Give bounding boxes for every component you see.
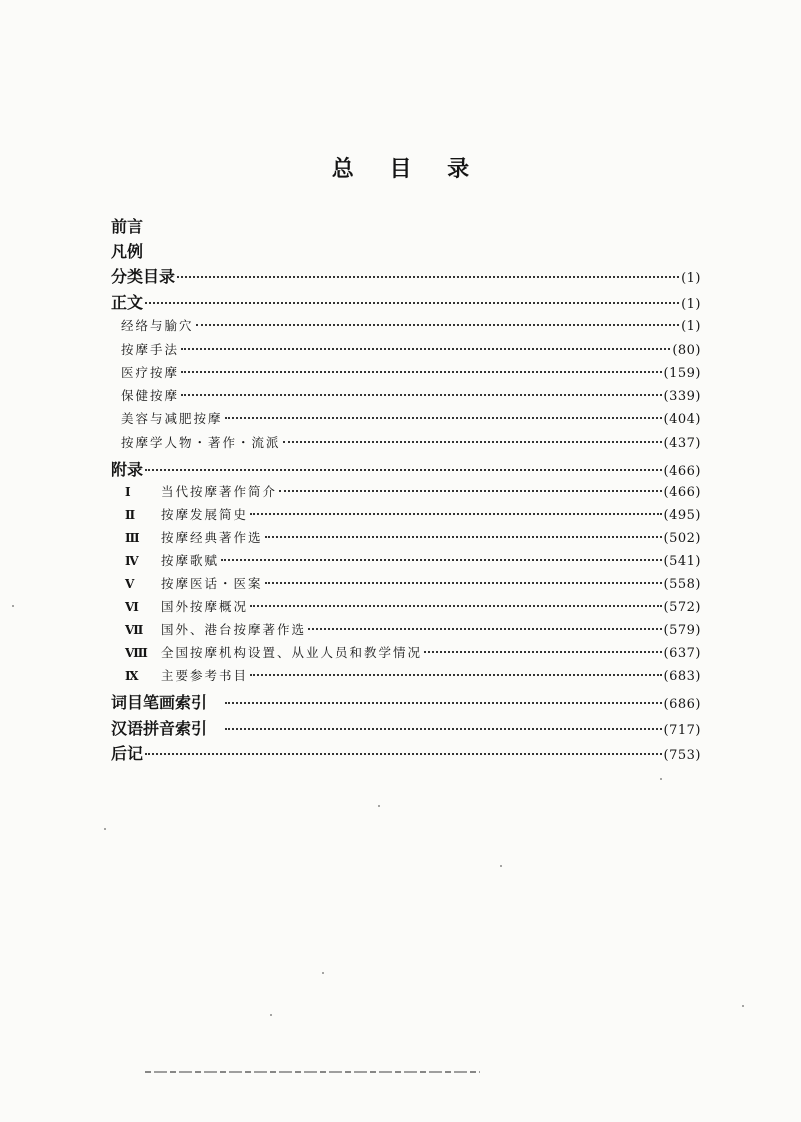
toc-entry-appendix-8[interactable] [125, 643, 701, 661]
toc-entry-label: 国外按摩概况 [161, 599, 249, 614]
dot-leader [225, 417, 662, 419]
toc-entry-label: 前言 [111, 217, 144, 236]
scan-artifact-line [145, 1071, 480, 1073]
dot-leader [424, 651, 662, 653]
toc-entry-page: (159) [663, 366, 701, 381]
roman-numeral: Ⅷ [125, 646, 148, 660]
toc-entry-afterword[interactable] [111, 741, 701, 764]
roman-numeral: Ⅵ [125, 600, 139, 614]
toc-entry-label: 附录 [111, 460, 144, 479]
scan-speck [270, 1014, 272, 1016]
toc-entry-label: 主要参考书目 [161, 668, 249, 683]
toc-entry-page: (683) [663, 669, 701, 684]
toc-entry-appendix-9[interactable] [125, 666, 701, 684]
toc-entry-techniques[interactable] [121, 340, 701, 358]
toc-entry-page: (466) [663, 485, 701, 500]
toc-entry-pinyin-index[interactable] [111, 716, 701, 739]
toc-entry-label: 按摩医话・医案 [161, 576, 263, 591]
toc-entry-page: (1) [681, 319, 701, 334]
toc-entry-appendix-3[interactable] [125, 528, 701, 546]
toc-entry-appendix-2[interactable] [125, 505, 701, 523]
toc-entry-page: (495) [663, 508, 701, 523]
toc-entry-label: 凡例 [111, 242, 144, 261]
title-char-3: 录 [447, 156, 470, 182]
scan-speck [322, 972, 324, 974]
toc-entry-page: (502) [663, 531, 701, 546]
toc-entry-health-massage[interactable] [121, 386, 701, 404]
dot-leader [181, 348, 670, 350]
toc-entry-page: (579) [663, 623, 701, 638]
toc-entry-classified-contents[interactable] [111, 264, 701, 287]
toc-entry-preface[interactable] [111, 214, 701, 237]
toc-entry-label: 按摩歌赋 [161, 553, 220, 568]
toc-entry-meridians[interactable] [121, 316, 701, 334]
toc-entry-appendix-4[interactable] [125, 551, 701, 569]
toc-entry-page: (686) [663, 697, 701, 712]
toc-entry-label: 经络与腧穴 [121, 318, 194, 333]
scan-speck [742, 1005, 744, 1007]
dot-leader [225, 728, 662, 730]
dot-leader [308, 628, 662, 630]
toc-entry-appendix-7[interactable] [125, 620, 701, 638]
dot-leader [145, 753, 662, 755]
dot-leader [196, 324, 680, 326]
toc-entry-label: 按摩发展简史 [161, 507, 249, 522]
toc-entry-page: (1) [681, 297, 701, 312]
dot-leader [265, 536, 662, 538]
toc-entry-label: 保健按摩 [121, 388, 180, 403]
title-char-2: 目 [389, 156, 412, 182]
toc-entry-main-text[interactable] [111, 290, 701, 313]
roman-numeral: Ⅸ [125, 669, 139, 683]
roman-numeral: Ⅳ [125, 554, 139, 568]
toc-entry-page: (339) [663, 389, 701, 404]
toc-entry-label: 词目笔画索引 [111, 693, 208, 712]
dot-leader [250, 674, 662, 676]
toc-entry-appendix-1[interactable] [125, 482, 701, 500]
toc-entry-page: (753) [663, 748, 701, 763]
scan-speck [378, 805, 380, 807]
toc-entry-label: 按摩手法 [121, 342, 180, 357]
toc-entry-stroke-index[interactable] [111, 690, 701, 713]
toc-entry-page: (558) [663, 577, 701, 592]
roman-numeral: Ⅲ [125, 531, 140, 545]
toc-entry-label: 全国按摩机构设置、从业人员和教学情况 [161, 645, 423, 660]
toc-entry-page: (572) [663, 600, 701, 615]
toc-entry-page: (437) [663, 436, 701, 451]
toc-entry-appendix-5[interactable] [125, 574, 701, 592]
toc-entry-page: (466) [663, 464, 701, 479]
toc-entry-label: 按摩经典著作选 [161, 530, 263, 545]
toc-entry-medical-massage[interactable] [121, 363, 701, 381]
scan-speck [660, 778, 662, 780]
roman-numeral: Ⅶ [125, 623, 144, 637]
toc-entry-page: (1) [681, 271, 701, 286]
dot-leader [279, 490, 662, 492]
dot-leader [177, 276, 679, 278]
toc-entry-people-works[interactable] [121, 433, 701, 451]
title-char-1: 总 [331, 156, 354, 182]
toc-entry-label: 分类目录 [111, 267, 176, 286]
toc-entry-label: 正文 [111, 293, 144, 312]
toc-entry-page: (637) [663, 646, 701, 661]
toc-entry-label: 美容与减肥按摩 [121, 411, 223, 426]
dot-leader [145, 469, 662, 471]
toc-entry-label: 国外、港台按摩著作选 [161, 622, 307, 637]
dot-leader [181, 371, 662, 373]
roman-numeral: I [125, 485, 131, 499]
toc-entry-label: 汉语拼音索引 [111, 719, 208, 738]
scan-speck [500, 865, 502, 867]
toc-entry-label: 按摩学人物・著作・流派 [121, 435, 281, 450]
dot-leader [265, 582, 662, 584]
toc-entry-label: 医疗按摩 [121, 365, 180, 380]
scan-speck [104, 828, 106, 830]
toc-entry-appendix-6[interactable] [125, 597, 701, 615]
toc-entry-page: (717) [663, 723, 701, 738]
toc-entry-label: 当代按摩著作简介 [161, 484, 278, 499]
toc-entry-page: (404) [663, 412, 701, 427]
roman-numeral: V [125, 577, 135, 591]
dot-leader [225, 702, 662, 704]
dot-leader [250, 605, 662, 607]
toc-entry-appendix[interactable] [111, 457, 701, 480]
toc-entry-beauty-massage[interactable] [121, 409, 701, 427]
dot-leader [283, 441, 662, 443]
scan-speck [12, 605, 14, 607]
dot-leader [145, 302, 679, 304]
toc-entry-page: (80) [672, 343, 701, 358]
dot-leader [181, 394, 662, 396]
toc-entry-page: (541) [663, 554, 701, 569]
dot-leader [221, 559, 662, 561]
toc-entry-conventions[interactable] [111, 239, 701, 262]
toc-entry-label: 后记 [111, 744, 144, 763]
dot-leader [250, 513, 662, 515]
roman-numeral: Ⅱ [125, 508, 136, 522]
